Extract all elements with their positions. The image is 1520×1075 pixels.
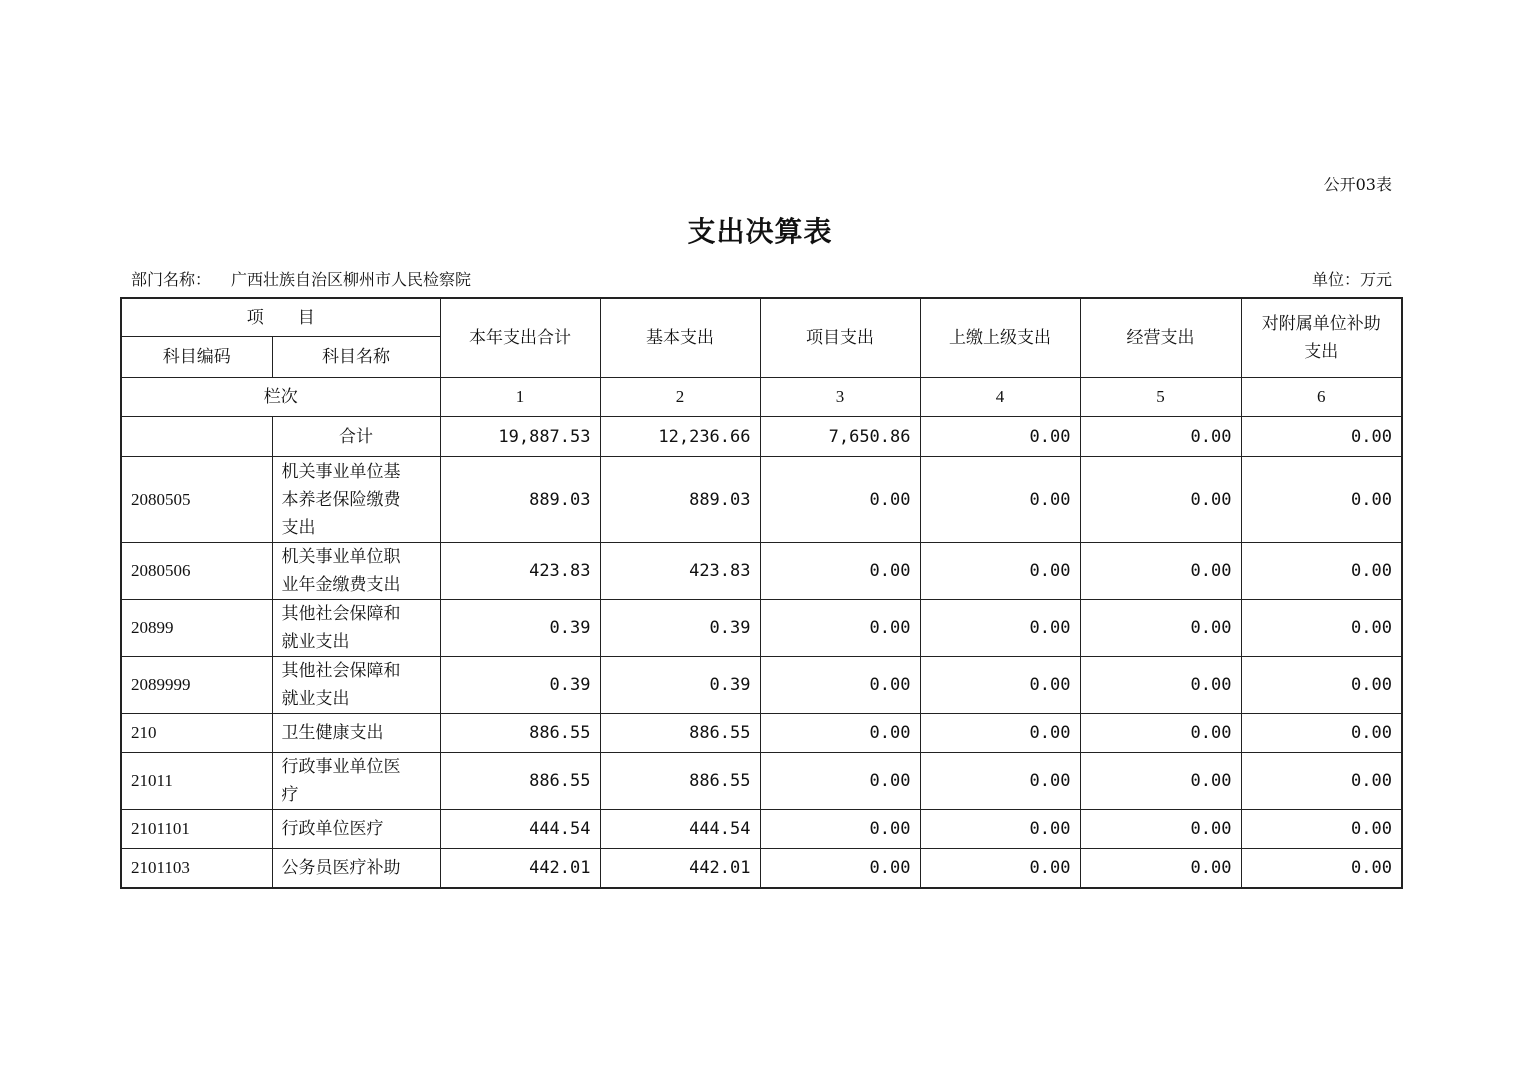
sequence-cell: 3 bbox=[760, 378, 920, 417]
subject-code: 21011 bbox=[121, 753, 272, 810]
subject-name bbox=[272, 810, 440, 849]
amount-cell: 0.00 bbox=[760, 849, 920, 888]
amount-cell: 886.55 bbox=[440, 753, 600, 810]
subject-name bbox=[272, 657, 440, 714]
table-row bbox=[121, 457, 1402, 543]
subject-code: 210 bbox=[121, 714, 272, 753]
amount-cell: 0.00 bbox=[760, 600, 920, 657]
sequence-cell: 6 bbox=[1241, 378, 1402, 417]
total-value: 0.00 bbox=[920, 417, 1080, 457]
amount-cell: 889.03 bbox=[440, 457, 600, 543]
subject-name bbox=[272, 600, 440, 657]
amount-cell: 0.00 bbox=[1080, 810, 1241, 849]
amount-cell: 442.01 bbox=[600, 849, 760, 888]
subject-name-line: 其他社会保障和 bbox=[281, 604, 401, 624]
amount-cell: 423.83 bbox=[440, 543, 600, 600]
amount-cell: 0.00 bbox=[1241, 753, 1402, 810]
total-value: 0.00 bbox=[1080, 417, 1241, 457]
header-subsidy-line-1: 对附属单位补助 bbox=[1261, 314, 1381, 334]
subject-code: 2101103 bbox=[121, 849, 272, 888]
table-row bbox=[121, 600, 1402, 657]
header-basic: 基本支出 bbox=[600, 298, 760, 378]
page-title: 支出决算表 bbox=[687, 215, 833, 248]
subject-name-line: 业年金缴费支出 bbox=[281, 575, 401, 595]
total-code-cell bbox=[121, 417, 272, 457]
amount-cell: 0.00 bbox=[920, 600, 1080, 657]
table-row bbox=[121, 543, 1402, 600]
amount-cell: 0.00 bbox=[1241, 714, 1402, 753]
amount-cell: 0.00 bbox=[760, 657, 920, 714]
subject-code: 2101101 bbox=[121, 810, 272, 849]
amount-cell: 0.00 bbox=[1080, 457, 1241, 543]
header-total: 本年支出合计 bbox=[440, 298, 600, 378]
amount-cell: 0.00 bbox=[1080, 753, 1241, 810]
department-name: 广西壮族自治区柳州市人民检察院 bbox=[231, 270, 472, 289]
amount-cell: 0.00 bbox=[920, 714, 1080, 753]
amount-cell: 0.00 bbox=[760, 457, 920, 543]
amount-cell: 889.03 bbox=[600, 457, 760, 543]
amount-cell: 0.39 bbox=[600, 657, 760, 714]
header-subsidy bbox=[1241, 298, 1402, 378]
amount-cell: 886.55 bbox=[440, 714, 600, 753]
form-number: 公开03表 bbox=[1323, 175, 1392, 194]
amount-cell: 0.00 bbox=[1241, 543, 1402, 600]
total-label: 合计 bbox=[272, 417, 440, 457]
total-value: 7,650.86 bbox=[760, 417, 920, 457]
table-row bbox=[121, 657, 1402, 714]
amount-cell: 0.00 bbox=[760, 543, 920, 600]
subject-code: 2080506 bbox=[121, 543, 272, 600]
subject-code: 2089999 bbox=[121, 657, 272, 714]
amount-cell: 886.55 bbox=[600, 714, 760, 753]
amount-cell: 0.00 bbox=[920, 849, 1080, 888]
amount-cell: 0.39 bbox=[600, 600, 760, 657]
total-value: 19,887.53 bbox=[440, 417, 600, 457]
header-name: 科目名称 bbox=[272, 337, 440, 378]
subject-code: 2080505 bbox=[121, 457, 272, 543]
subject-name-line: 其他社会保障和 bbox=[281, 661, 401, 681]
subject-name-line: 行政事业单位医 bbox=[281, 757, 401, 777]
amount-cell: 444.54 bbox=[600, 810, 760, 849]
total-row bbox=[121, 417, 1402, 457]
table-body bbox=[121, 298, 1402, 888]
sequence-label: 栏次 bbox=[121, 378, 440, 417]
header-upper: 上缴上级支出 bbox=[920, 298, 1080, 378]
amount-cell: 0.00 bbox=[920, 657, 1080, 714]
total-value: 0.00 bbox=[1241, 417, 1402, 457]
amount-cell: 0.00 bbox=[760, 714, 920, 753]
amount-cell: 0.00 bbox=[920, 810, 1080, 849]
subject-name bbox=[272, 543, 440, 600]
amount-cell: 0.00 bbox=[1241, 600, 1402, 657]
amount-cell: 0.00 bbox=[760, 810, 920, 849]
department-line bbox=[131, 267, 471, 290]
subject-name-line: 机关事业单位基 bbox=[281, 461, 401, 482]
subject-name-line: 公务员医疗补助 bbox=[281, 857, 401, 878]
sequence-cell: 1 bbox=[440, 378, 600, 417]
amount-cell: 0.00 bbox=[1080, 600, 1241, 657]
expenditure-table bbox=[120, 297, 1403, 889]
amount-cell: 0.00 bbox=[1241, 810, 1402, 849]
amount-cell: 0.00 bbox=[1080, 714, 1241, 753]
department-label: 部门名称： bbox=[131, 270, 212, 289]
subject-name-line: 疗 bbox=[281, 785, 299, 805]
subject-name bbox=[272, 457, 440, 543]
sequence-cell: 4 bbox=[920, 378, 1080, 417]
header-business: 经营支出 bbox=[1080, 298, 1241, 378]
amount-cell: 444.54 bbox=[440, 810, 600, 849]
amount-cell: 0.00 bbox=[1241, 457, 1402, 543]
amount-cell: 0.00 bbox=[1080, 543, 1241, 600]
amount-cell: 0.00 bbox=[1241, 849, 1402, 888]
header-subsidy-line-2: 支出 bbox=[1304, 342, 1339, 362]
header-project: 项目支出 bbox=[760, 298, 920, 378]
subject-name-line: 就业支出 bbox=[281, 689, 350, 709]
subject-name-line: 行政单位医疗 bbox=[281, 819, 384, 839]
subject-name-line: 本养老保险缴费 bbox=[281, 489, 401, 510]
subject-code: 20899 bbox=[121, 600, 272, 657]
sequence-cell: 2 bbox=[600, 378, 760, 417]
total-value: 12,236.66 bbox=[600, 417, 760, 457]
amount-cell: 0.00 bbox=[760, 753, 920, 810]
header-item: 项 目 bbox=[121, 298, 440, 337]
sequence-row bbox=[121, 378, 1402, 417]
header-code: 科目编码 bbox=[121, 337, 272, 378]
subject-name bbox=[272, 753, 440, 810]
amount-cell: 0.00 bbox=[1241, 657, 1402, 714]
amount-cell: 0.00 bbox=[920, 457, 1080, 543]
table-row bbox=[121, 810, 1402, 849]
subject-name-line: 支出 bbox=[281, 517, 316, 538]
subject-name-line: 机关事业单位职 bbox=[281, 547, 401, 567]
subject-name-line: 就业支出 bbox=[281, 632, 350, 652]
unit-label: 单位：万元 bbox=[1311, 270, 1392, 289]
amount-cell: 0.39 bbox=[440, 657, 600, 714]
table-row bbox=[121, 753, 1402, 810]
sequence-cell: 5 bbox=[1080, 378, 1241, 417]
table-row bbox=[121, 714, 1402, 753]
amount-cell: 423.83 bbox=[600, 543, 760, 600]
subject-name bbox=[272, 714, 440, 753]
amount-cell: 0.00 bbox=[1080, 849, 1241, 888]
subject-name-line: 卫生健康支出 bbox=[281, 723, 384, 743]
amount-cell: 442.01 bbox=[440, 849, 600, 888]
amount-cell: 0.00 bbox=[920, 753, 1080, 810]
amount-cell: 886.55 bbox=[600, 753, 760, 810]
table-row bbox=[121, 849, 1402, 888]
amount-cell: 0.00 bbox=[1080, 657, 1241, 714]
amount-cell: 0.39 bbox=[440, 600, 600, 657]
subject-name bbox=[272, 849, 440, 888]
amount-cell: 0.00 bbox=[920, 543, 1080, 600]
header-row-1 bbox=[121, 298, 1402, 337]
